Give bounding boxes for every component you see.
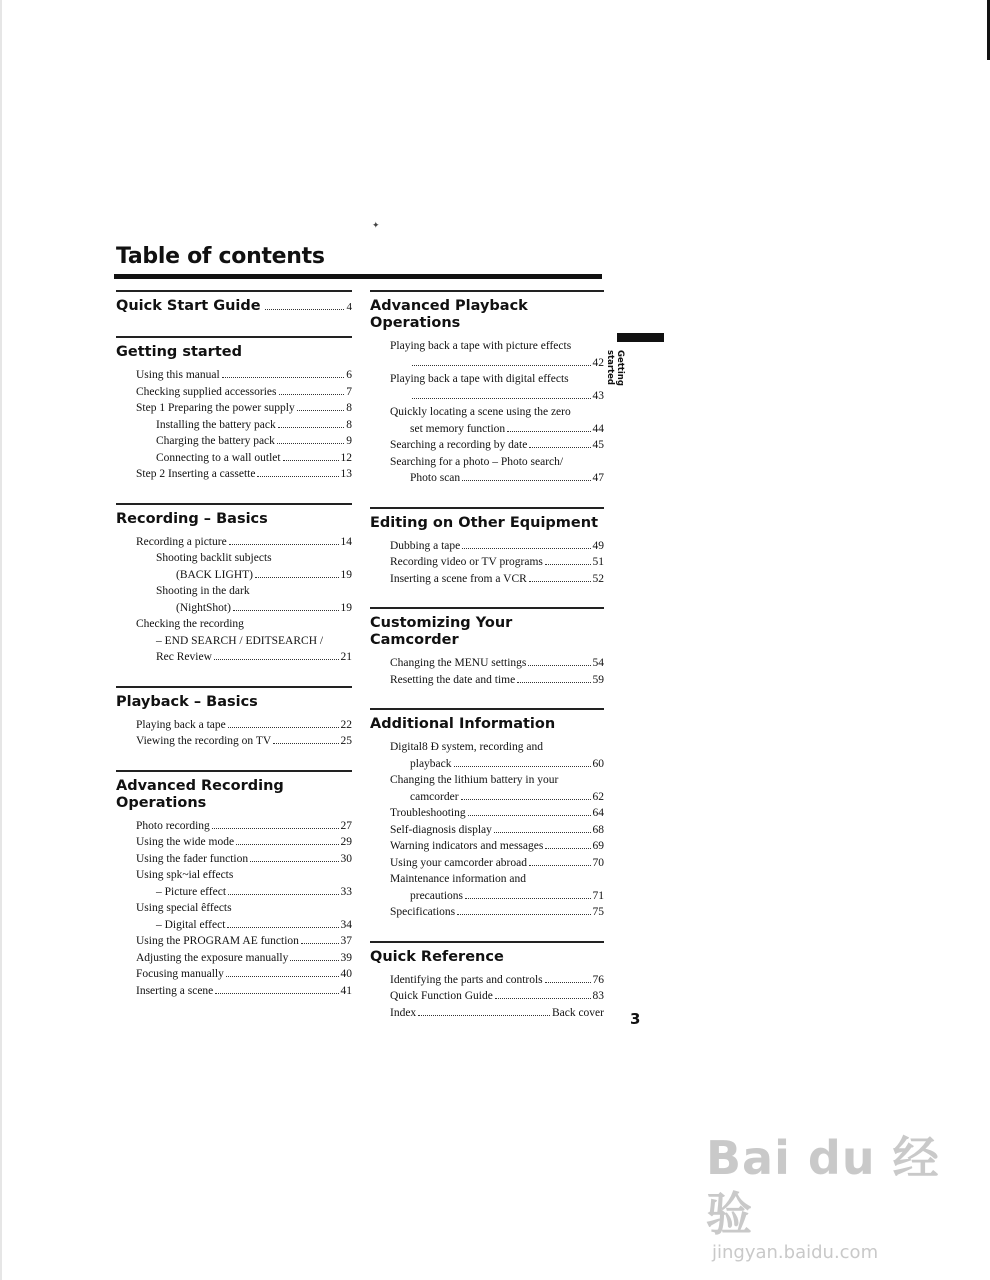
entry-text: Changing the lithium battery in your <box>390 774 559 786</box>
entry-page-number: 30 <box>340 852 352 865</box>
entry-text: Adjusting the exposure manually <box>136 951 289 964</box>
toc-entry-line <box>390 437 604 454</box>
dot-leader <box>545 848 590 849</box>
title-rule <box>114 274 602 279</box>
section-heading-text: Playback – Basics <box>116 693 258 710</box>
entry-page-number: 12 <box>340 451 352 464</box>
entry-text: Checking the recording <box>136 618 244 630</box>
section-heading <box>116 778 352 812</box>
dot-leader <box>545 564 591 565</box>
toc-entry-line <box>136 633 352 650</box>
dot-leader <box>215 993 338 994</box>
entry-page-number: 19 <box>340 601 352 614</box>
toc-entry-line <box>136 367 352 384</box>
section-heading <box>116 344 352 361</box>
dot-leader <box>418 1015 550 1016</box>
entry-page-number: 83 <box>592 990 604 1002</box>
section-rule <box>370 941 604 943</box>
entry-text: playback <box>410 757 452 770</box>
toc-entry-line <box>136 717 352 734</box>
toc-entry-line <box>390 855 604 872</box>
dot-leader <box>233 610 339 611</box>
dot-leader <box>228 894 338 895</box>
entry-page-number: 33 <box>340 885 352 898</box>
dot-leader <box>228 727 339 728</box>
section-tab-marker <box>617 333 664 342</box>
toc-entry <box>370 454 604 487</box>
dot-leader <box>507 431 590 432</box>
dot-leader <box>529 865 591 866</box>
entry-text: Troubleshooting <box>390 807 466 819</box>
section-rule <box>370 607 604 609</box>
toc-section <box>370 507 604 588</box>
entry-page-number: 47 <box>592 472 604 484</box>
entry-text: Using the fader function <box>136 852 249 865</box>
entry-page-number: 13 <box>340 468 352 480</box>
toc-entry-line <box>390 388 604 405</box>
entry-text: Connecting to a wall outlet <box>156 451 281 464</box>
dot-leader <box>279 394 345 395</box>
entry-page-number: 40 <box>340 968 352 980</box>
entry-text: Identifying the parts and controls <box>390 973 543 986</box>
entry-page-number: 22 <box>340 718 352 731</box>
toc-entry <box>370 404 604 437</box>
entry-page-number: 14 <box>340 535 352 548</box>
toc-entry <box>370 972 604 989</box>
entry-page-number: 39 <box>340 951 352 964</box>
entry-page-number: 52 <box>592 572 604 585</box>
entry-page-number: 21 <box>340 651 352 663</box>
toc-entry-line <box>136 950 352 967</box>
toc-entry <box>370 1005 604 1022</box>
entry-text: Quick Function Guide <box>390 990 493 1002</box>
entry-page-number: Back cover <box>551 1006 604 1019</box>
toc-entry <box>116 433 352 450</box>
toc-entry <box>116 534 352 551</box>
toc-entry <box>370 838 604 855</box>
section-rule <box>116 686 352 688</box>
toc-entry <box>116 367 352 384</box>
toc-entry <box>370 988 604 1005</box>
toc-entry <box>370 822 604 839</box>
dot-leader <box>265 309 344 310</box>
toc-entry-line <box>390 672 604 689</box>
entry-page-number: 8 <box>346 402 352 414</box>
entry-page-number: 62 <box>592 790 604 803</box>
toc-entry <box>116 583 352 616</box>
entry-page-number: 49 <box>592 539 604 552</box>
toc-entry-line <box>390 822 604 839</box>
dot-leader <box>236 844 338 845</box>
entry-page-number: 42 <box>592 356 604 369</box>
dot-leader <box>517 682 590 683</box>
section-heading-text: Additional Information <box>370 716 556 732</box>
entry-text: – Digital effect <box>156 918 226 931</box>
section-rule <box>370 708 604 710</box>
toc-entry <box>116 616 352 666</box>
toc-entry-line <box>136 400 352 417</box>
toc-entry <box>370 904 604 921</box>
dot-leader <box>290 960 338 961</box>
toc-entry-line <box>390 888 604 905</box>
entry-text: Shooting backlit subjects <box>156 552 272 564</box>
entry-text: Searching for a photo – Photo search/ <box>390 455 564 468</box>
toc-entry <box>116 550 352 583</box>
toc-section <box>370 290 604 487</box>
entry-page-number: 25 <box>340 735 352 747</box>
entry-page-number: 76 <box>592 973 604 986</box>
toc-column-left <box>116 290 352 1019</box>
scan-edge-left <box>0 0 2 1280</box>
section-heading <box>370 615 604 649</box>
toc-entry <box>116 818 352 835</box>
section-heading <box>370 298 604 332</box>
entry-text: Resetting the date and time <box>390 673 516 686</box>
toc-entry-line <box>390 355 604 372</box>
toc-entry <box>116 400 352 417</box>
entry-text: Index <box>390 1006 417 1019</box>
dot-leader <box>495 998 591 999</box>
toc-entry <box>370 554 604 571</box>
entry-text: (BACK LIGHT) <box>176 568 253 581</box>
section-heading-text: Recording – Basics <box>116 510 268 527</box>
dot-leader <box>222 377 345 378</box>
entry-page-number: 70 <box>592 856 604 869</box>
section-heading-text: Getting started <box>116 344 242 360</box>
toc-entry-line <box>136 933 352 950</box>
toc-entry-line <box>390 904 604 921</box>
toc-entry-line <box>390 805 604 822</box>
entry-page-number: 29 <box>340 836 352 848</box>
toc-entry <box>370 855 604 872</box>
entry-text: Focusing manually <box>136 968 224 980</box>
section-heading-text: Advanced Playback Operations <box>370 298 528 331</box>
dot-leader <box>229 544 339 545</box>
dot-leader <box>454 766 591 767</box>
section-heading-text: Advanced Recording Operations <box>116 777 284 811</box>
entry-text: Searching a recording by date <box>390 439 528 451</box>
entry-text: Self-diagnosis display <box>390 823 492 836</box>
toc-entry <box>116 384 352 401</box>
dot-leader <box>529 581 591 582</box>
toc-entry <box>116 966 352 983</box>
toc-entry-line <box>136 384 352 401</box>
entry-text: – Picture effect <box>156 885 227 898</box>
entry-text: Warning indicators and messages <box>390 840 544 852</box>
entry-text: Step 1 Preparing the power supply <box>136 402 295 414</box>
entry-page-number: 6 <box>346 369 352 381</box>
entry-page-number: 19 <box>340 568 352 581</box>
entry-text: precautions <box>410 889 464 902</box>
entry-text: Using special êffects <box>136 902 232 914</box>
dot-leader <box>278 427 344 428</box>
toc-entry <box>116 834 352 851</box>
toc-entry <box>370 772 604 805</box>
toc-entry <box>116 733 352 750</box>
page-title: Table of contents <box>116 244 325 269</box>
toc-entry <box>370 672 604 689</box>
page-number: 3 <box>630 1010 641 1028</box>
toc-entry-line <box>390 421 604 438</box>
section-page-number: 4 <box>346 301 352 313</box>
dot-leader <box>214 659 339 660</box>
entry-text: Recording video or TV programs <box>390 556 543 568</box>
entry-page-number: 41 <box>340 984 352 997</box>
dot-leader <box>528 665 590 666</box>
toc-entry-line <box>390 972 604 989</box>
toc-entry <box>370 437 604 454</box>
toc-entry-line <box>156 583 352 600</box>
toc-section <box>116 336 352 483</box>
dot-leader <box>462 548 590 549</box>
entry-page-number: 44 <box>592 422 604 435</box>
toc-entry <box>370 805 604 822</box>
toc-section <box>116 290 352 316</box>
section-heading <box>370 716 604 733</box>
dot-leader <box>461 799 591 800</box>
entry-text: Rec Review <box>156 651 212 663</box>
section-heading <box>370 949 604 966</box>
toc-entry-line <box>156 433 352 450</box>
toc-entry <box>116 417 352 434</box>
toc-entry <box>116 450 352 467</box>
entry-text: Photo recording <box>136 819 210 832</box>
toc-entry-line <box>136 884 352 901</box>
dot-leader <box>273 743 338 744</box>
entry-text: Inserting a scene <box>136 984 214 997</box>
toc-entry <box>116 900 352 933</box>
toc-entry-line <box>136 733 352 750</box>
entry-text: Inserting a scene from a VCR <box>390 572 527 585</box>
toc-entry-line <box>136 466 352 483</box>
toc-entry-line <box>136 983 352 1000</box>
dot-leader <box>277 443 344 444</box>
section-rule <box>116 290 352 292</box>
dot-leader <box>529 447 590 448</box>
entry-text: Viewing the recording on TV <box>136 735 272 747</box>
entry-page-number: 60 <box>592 757 604 770</box>
entry-text: Photo scan <box>410 472 461 484</box>
entry-page-number: 7 <box>346 385 352 398</box>
toc-entry-line <box>136 867 352 884</box>
section-heading-text: Quick Reference <box>370 948 504 965</box>
dot-leader <box>250 861 338 862</box>
entry-page-number: 59 <box>592 673 604 686</box>
entry-text: Changing the MENU settings <box>390 657 527 669</box>
toc-entry-line <box>390 338 604 355</box>
toc-entry-line <box>136 834 352 851</box>
entry-page-number: 43 <box>592 389 604 402</box>
section-heading-text: Customizing Your Camcorder <box>370 615 513 648</box>
entry-text: Using this manual <box>136 369 220 381</box>
entry-text: Using your camcorder abroad <box>390 856 527 869</box>
entry-text: Playing back a tape with picture effects <box>390 340 572 352</box>
entry-text: Installing the battery pack <box>156 418 276 431</box>
entry-page-number: 54 <box>592 657 604 669</box>
dot-leader <box>465 898 590 899</box>
entry-text: Maintenance information and <box>390 873 527 885</box>
dot-leader <box>212 828 339 829</box>
toc-entry-line <box>390 470 604 487</box>
toc-section <box>116 770 352 1000</box>
entry-page-number: 9 <box>346 435 352 447</box>
toc-entry-line <box>156 450 352 467</box>
toc-entry <box>116 867 352 900</box>
dot-leader <box>545 982 591 983</box>
entry-text: Playing back a tape with digital effects <box>390 373 569 385</box>
entry-text: Using the PROGRAM AE function <box>136 935 299 947</box>
toc-entry-line <box>390 655 604 672</box>
dot-leader <box>468 815 591 816</box>
section-heading <box>116 511 352 528</box>
entry-page-number: 64 <box>592 807 604 819</box>
dot-leader <box>457 914 590 915</box>
section-heading-text: Quick Start Guide <box>116 298 261 314</box>
entry-text: camcorder <box>410 790 459 803</box>
entry-text: Playing back a tape <box>136 718 226 731</box>
entry-text: Step 2 Inserting a cassette <box>136 468 256 480</box>
entry-page-number: 45 <box>592 439 604 451</box>
dot-leader <box>301 943 339 944</box>
toc-entry <box>370 371 604 404</box>
toc-entry-line <box>390 988 604 1005</box>
toc-entry-line <box>390 371 604 388</box>
entry-text: Shooting in the dark <box>156 585 250 597</box>
section-heading <box>370 515 604 532</box>
toc-entry <box>370 338 604 371</box>
section-rule <box>116 336 352 338</box>
toc-entry <box>370 571 604 588</box>
section-rule <box>116 770 352 772</box>
toc-entry <box>116 950 352 967</box>
toc-section <box>370 941 604 1022</box>
dot-leader <box>412 398 591 399</box>
toc-entry <box>116 983 352 1000</box>
toc-entry-line <box>136 649 352 666</box>
toc-entry <box>370 538 604 555</box>
toc-entry-line <box>390 838 604 855</box>
watermark-url: jingyan.baidu.com <box>712 1242 879 1263</box>
toc-entry-line <box>156 567 352 584</box>
toc-entry-line <box>390 772 604 789</box>
dot-leader <box>297 410 345 411</box>
toc-entry-line <box>390 454 604 471</box>
dot-leader <box>462 480 590 481</box>
toc-entry-line <box>156 600 352 617</box>
entry-page-number: 51 <box>592 556 604 568</box>
entry-page-number: 34 <box>340 918 352 931</box>
entry-text: Specifications <box>390 906 456 918</box>
toc-entry <box>370 739 604 772</box>
toc-entry-line <box>390 538 604 555</box>
toc-entry-line <box>390 1005 604 1022</box>
toc-entry-line <box>156 417 352 434</box>
entry-text: Charging the battery pack <box>156 435 275 447</box>
watermark-brand: Bai du 经验 <box>706 1131 940 1241</box>
section-rule <box>370 507 604 509</box>
toc-entry-line <box>136 917 352 934</box>
entry-text: Recording a picture <box>136 535 227 548</box>
toc-entry-line <box>136 966 352 983</box>
section-heading <box>116 298 352 316</box>
entry-text: Using the wide mode <box>136 836 235 848</box>
toc-entry <box>116 717 352 734</box>
entry-page-number: 37 <box>340 935 352 947</box>
entry-page-number: 71 <box>592 889 604 902</box>
watermark <box>706 1130 946 1263</box>
entry-text: set memory function <box>410 422 506 435</box>
entry-text: Dubbing a tape <box>390 539 461 552</box>
dot-leader <box>412 365 591 366</box>
toc-entry-line <box>390 789 604 806</box>
entry-text: Quickly locating a scene using the zero <box>390 406 571 418</box>
scan-speck: ✦ <box>372 220 380 230</box>
toc-section <box>370 708 604 921</box>
section-rule <box>370 290 604 292</box>
toc-entry-line <box>390 871 604 888</box>
toc-entry-line <box>136 616 352 633</box>
section-heading-text: Editing on Other Equipment <box>370 514 599 531</box>
toc-entry-line <box>390 404 604 421</box>
dot-leader <box>283 460 339 461</box>
dot-leader <box>226 976 339 977</box>
toc-entry-line <box>136 818 352 835</box>
entry-page-number: 75 <box>592 906 604 918</box>
toc-entry-line <box>136 851 352 868</box>
side-tab-label: Getting started <box>605 350 625 386</box>
toc-entry <box>370 871 604 904</box>
toc-section <box>116 503 352 666</box>
toc-entry <box>116 933 352 950</box>
toc-entry-line <box>390 756 604 773</box>
toc-entry <box>116 851 352 868</box>
entry-page-number: 27 <box>340 819 352 832</box>
entry-text: Using spk~ial effects <box>136 869 234 881</box>
entry-page-number: 8 <box>346 418 352 431</box>
toc-entry-line <box>156 550 352 567</box>
dot-leader <box>227 927 338 928</box>
section-rule <box>116 503 352 505</box>
entry-page-number: 68 <box>592 823 604 836</box>
section-heading <box>116 694 352 711</box>
toc-entry <box>370 655 604 672</box>
toc-entry-line <box>136 900 352 917</box>
entry-text: Checking supplied accessories <box>136 385 277 398</box>
toc-section <box>116 686 352 750</box>
toc-column-right <box>370 290 604 1041</box>
entry-text: – END SEARCH / EDITSEARCH / <box>156 634 324 647</box>
dot-leader <box>257 476 338 477</box>
entry-text: (NightShot) <box>176 601 231 614</box>
toc-entry-line <box>390 739 604 756</box>
toc-entry <box>116 466 352 483</box>
toc-entry-line <box>390 571 604 588</box>
toc-entry-line <box>390 554 604 571</box>
entry-text: Digital8 Ð system, recording and <box>390 741 543 753</box>
toc-section <box>370 607 604 688</box>
dot-leader <box>494 832 591 833</box>
dot-leader <box>255 577 339 578</box>
entry-page-number: 69 <box>592 840 604 852</box>
toc-entry-line <box>136 534 352 551</box>
